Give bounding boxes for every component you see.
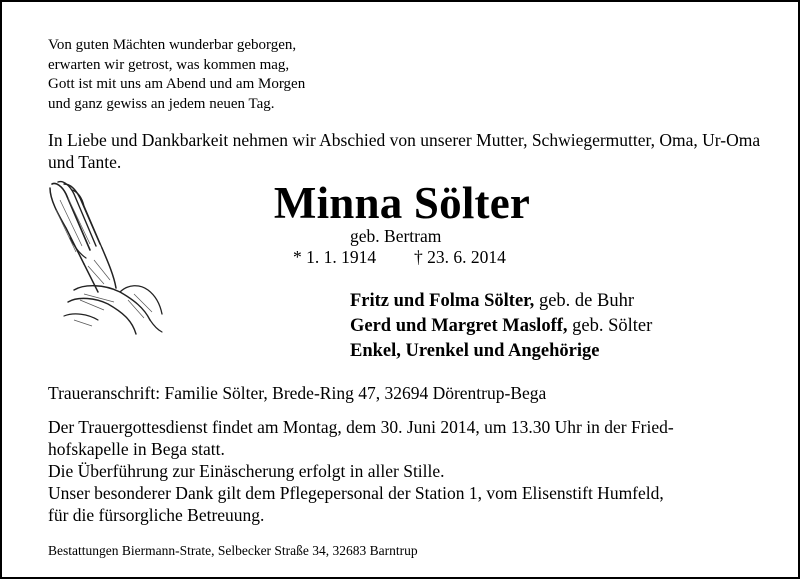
service-line: für die fürsorgliche Betreuung. [48,505,265,525]
decedent-name: Minna Sölter [273,178,531,228]
mourning-address: Traueranschrift: Familie Sölter, Brede-Ring 47, 32694 Dörentrup-Bega [48,383,547,403]
poem-line: und ganz gewiss an jedem neuen Tag. [48,95,275,112]
poem-line: erwarten wir getrost, was kommen mag, [48,56,290,73]
mourner-suffix: geb. Sölter [567,316,653,336]
service-line: Die Überführung zur Einäscherung erfolgt in aller Stille. [48,461,445,481]
service-line: hofskapelle in Bega statt. [48,439,225,459]
mourner-names: Fritz und Folma Sölter, [350,291,535,311]
funeral-home-footer: Bestattungen Biermann-Strate, Selbecker Straße 34, 32683 Barntrup [48,543,418,558]
poem-line: Von guten Mächten wunderbar geborgen, [48,37,297,53]
maiden-name: geb. Bertram [350,226,442,246]
poem [48,36,305,114]
mourner-row [350,289,652,314]
mourners-list [350,289,652,364]
birth-date: * 1. 1. 1914 [293,247,377,267]
mourner-suffix: geb. de Buhr [534,291,634,311]
mourner-row [350,314,652,339]
death-date: † 23. 6. 2014 [414,247,506,267]
poem-line: Gott ist mit uns am Abend und am Morgen [48,76,306,92]
service-line: Der Trauergottesdienst findet am Montag, dem 30. Juni 2014, um 13.30 Uhr in der Fried- [48,417,674,437]
mourner-row [350,339,652,364]
service-info [48,416,768,526]
service-line: Unser besonderer Dank gilt dem Pflegepersonal der Station 1, vom Elisenstift Humfeld, [48,483,664,503]
mourner-names: Enkel, Urenkel und Angehörige [350,341,600,361]
intro-text: In Liebe und Dankbarkeit nehmen wir Abschied von unserer Mutter, Schwiegermutter, Oma, Ur-Oma und Tante. [48,130,761,172]
mourner-names: Gerd und Margret Masloff, [350,316,568,336]
